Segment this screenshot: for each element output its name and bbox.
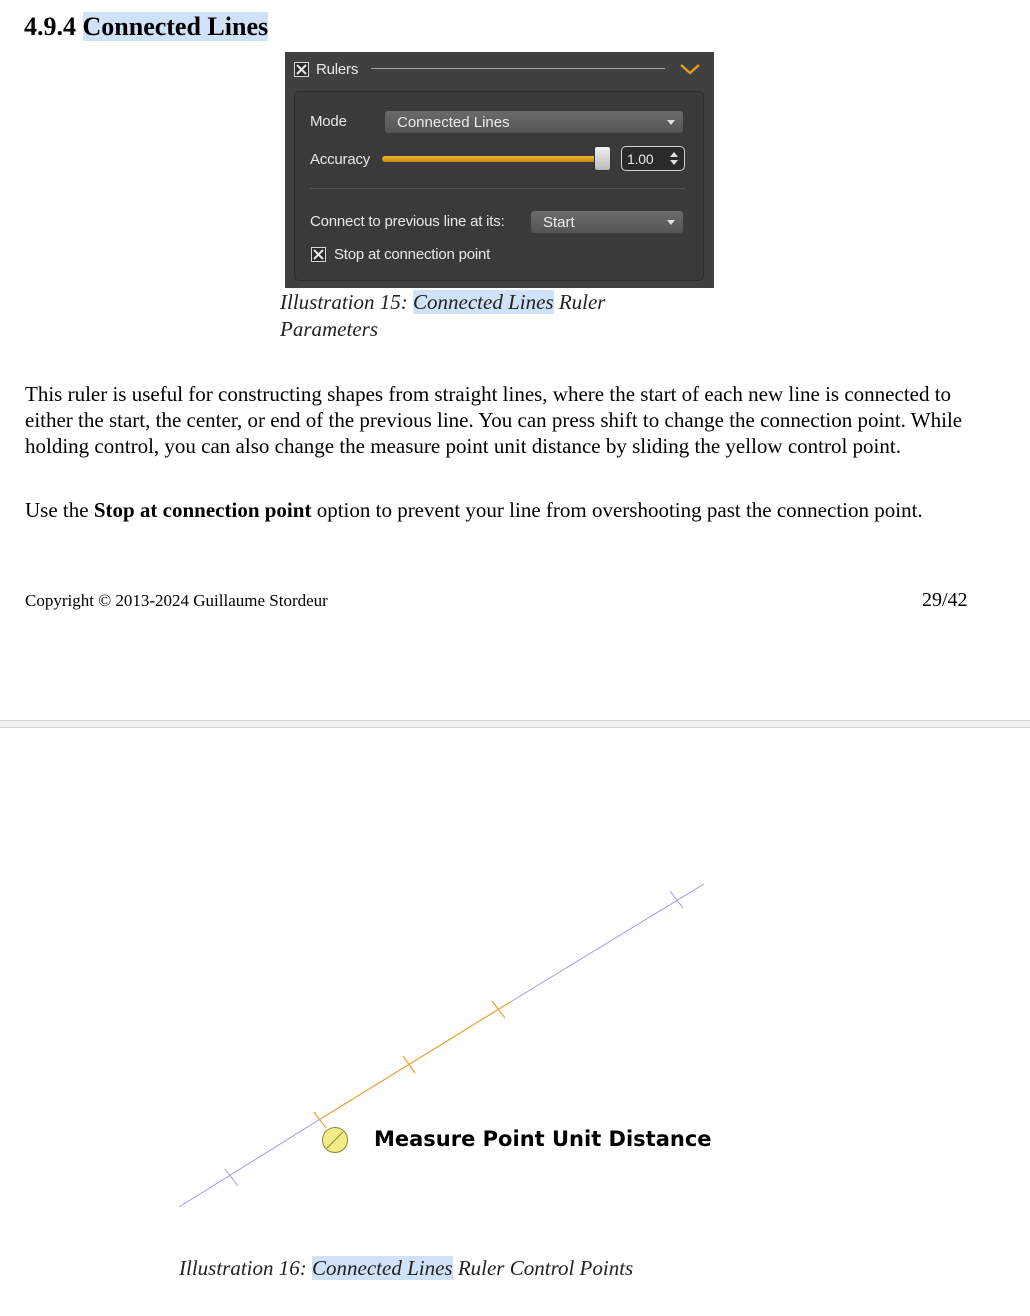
tick-mark bbox=[314, 1112, 326, 1128]
footer-page-number: 29/42 bbox=[922, 589, 968, 611]
tick-mark bbox=[403, 1056, 415, 1073]
footer-copyright: Copyright © 2013-2024 Guillaume Stordeur bbox=[25, 591, 328, 610]
section-title: Connected Lines bbox=[82, 12, 269, 41]
measure-point-label: Measure Point Unit Distance bbox=[374, 1127, 712, 1151]
mode-dropdown-value: Connected Lines bbox=[397, 114, 510, 131]
illustration-16-caption bbox=[179, 1255, 633, 1282]
stop-at-connection-label: Stop at connection point bbox=[334, 246, 491, 263]
connect-dropdown-value: Start bbox=[543, 214, 575, 231]
rulers-header-label: Rulers bbox=[316, 61, 359, 78]
accuracy-label: Accuracy bbox=[310, 151, 371, 168]
tick-mark bbox=[670, 891, 683, 908]
accuracy-spinbox-value: 1.00 bbox=[627, 151, 654, 167]
p2-suffix: option to prevent your line from overshooting past the connection point. bbox=[311, 498, 923, 522]
section-number: 4.9.4 bbox=[24, 12, 76, 41]
p2-prefix: Use the bbox=[25, 498, 94, 522]
caption-line2: Parameters bbox=[280, 317, 378, 341]
tick-mark bbox=[492, 1001, 505, 1018]
caption-suffix: Ruler Control Points bbox=[452, 1256, 634, 1280]
connect-label: Connect to previous line at its: bbox=[310, 213, 505, 230]
p2-bold: Stop at connection point bbox=[93, 498, 312, 522]
caption-suffix: Ruler bbox=[553, 290, 606, 314]
measure-line bbox=[322, 1001, 512, 1118]
caption-prefix: Illustration 15: bbox=[280, 290, 414, 314]
guide-line-start bbox=[179, 1118, 322, 1207]
caption-highlight: Connected Lines bbox=[312, 1256, 453, 1280]
mode-label: Mode bbox=[310, 113, 347, 130]
body-paragraph-1: This ruler is useful for constructing shapes from straight lines, where the start of each new line is connected to either the start, the center, or end of the previous line. You can press shift to change the connection point. While holding control, you can also change the measure point unit distance by sliding the yellow control point. bbox=[25, 382, 963, 458]
guide-line-end bbox=[512, 884, 704, 1001]
caption-prefix: Illustration 16: bbox=[179, 1256, 313, 1280]
caption-highlight: Connected Lines bbox=[413, 290, 554, 314]
